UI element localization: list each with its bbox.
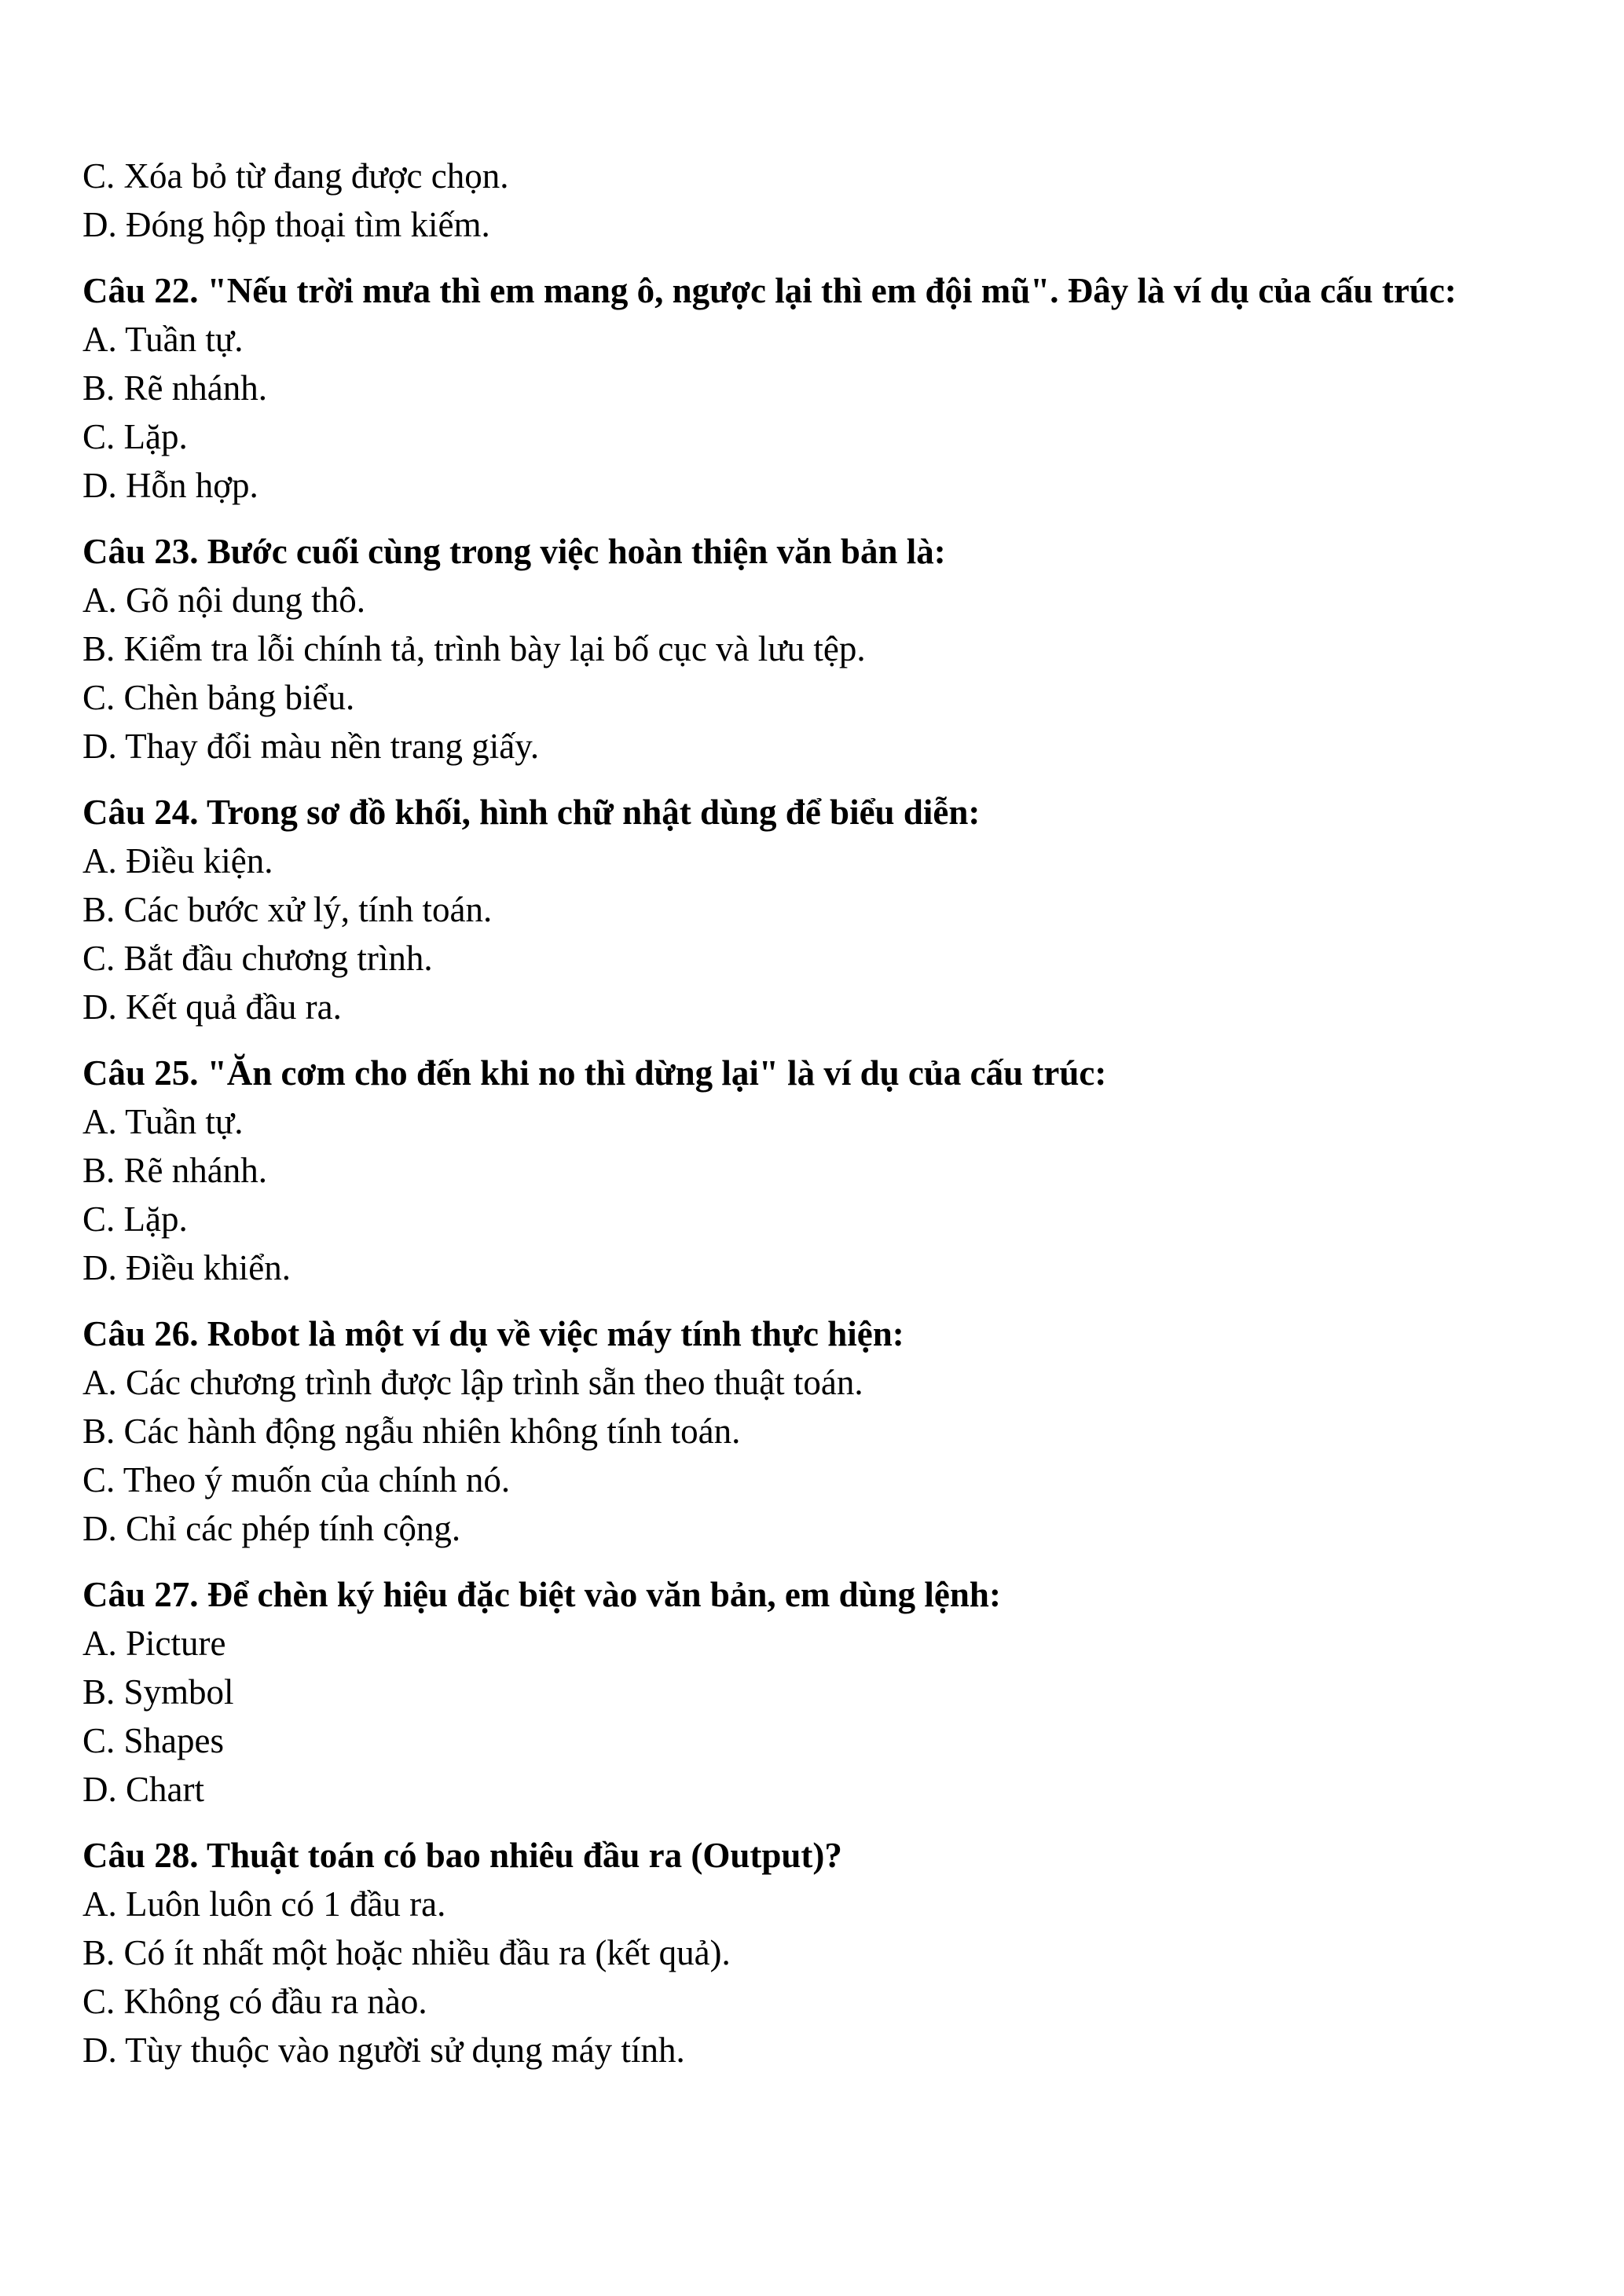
question-26-option-a: A. Các chương trình được lập trình sẵn theo thuật toán. xyxy=(82,1363,863,1402)
question-24-option-a: A. Điều kiện. xyxy=(82,841,273,881)
question-23-option-b: B. Kiểm tra lỗi chính tả, trình bày lại bố cục và lưu tệp. xyxy=(82,629,866,668)
question-24-title: Câu 24. Trong sơ đồ khối, hình chữ nhật dùng để biểu diễn: xyxy=(82,793,981,832)
question-25-option-d: D. Điều khiển. xyxy=(82,1248,291,1287)
question-24-option-c: C. Bắt đầu chương trình. xyxy=(82,939,433,978)
question-21-option-d: D. Đóng hộp thoại tìm kiếm. xyxy=(82,205,490,244)
question-22-option-d: D. Hỗn hợp. xyxy=(82,466,258,505)
question-28-option-c: C. Không có đầu ra nào. xyxy=(82,1982,427,2021)
question-23-option-d: D. Thay đổi màu nền trang giấy. xyxy=(82,727,540,766)
question-27 xyxy=(82,1570,1545,1814)
question-26-option-b: B. Các hành động ngẫu nhiên không tính toán. xyxy=(82,1412,741,1451)
question-27-option-c: C. Shapes xyxy=(82,1721,224,1760)
question-26-option-c: C. Theo ý muốn của chính nó. xyxy=(82,1460,511,1500)
question-22-option-b: B. Rẽ nhánh. xyxy=(82,368,267,408)
question-24 xyxy=(82,788,1545,1031)
question-28-option-b: B. Có ít nhất một hoặc nhiều đầu ra (kết quả). xyxy=(82,1933,731,1972)
question-24-option-b: B. Các bước xử lý, tính toán. xyxy=(82,890,493,929)
question-21-option-c: C. Xóa bỏ từ đang được chọn. xyxy=(82,156,509,196)
question-23-option-c: C. Chèn bảng biểu. xyxy=(82,678,355,717)
question-22 xyxy=(82,266,1545,510)
question-26-title: Câu 26. Robot là một ví dụ về việc máy tính thực hiện: xyxy=(82,1314,904,1353)
question-22-option-a: A. Tuần tự. xyxy=(82,320,244,359)
question-28-option-d: D. Tùy thuộc vào người sử dụng máy tính. xyxy=(82,2031,685,2070)
question-27-option-b: B. Symbol xyxy=(82,1672,234,1712)
question-27-title: Câu 27. Để chèn ký hiệu đặc biệt vào văn bản, em dùng lệnh: xyxy=(82,1575,1001,1614)
question-24-option-d: D. Kết quả đầu ra. xyxy=(82,987,342,1027)
question-25-title: Câu 25. "Ăn cơm cho đến khi no thì dừng lại" là ví dụ của cấu trúc: xyxy=(82,1053,1107,1093)
question-23 xyxy=(82,527,1545,771)
question-25-option-a: A. Tuần tự. xyxy=(82,1102,244,1141)
question-23-title: Câu 23. Bước cuối cùng trong việc hoàn thiện văn bản là: xyxy=(82,532,946,571)
question-26 xyxy=(82,1309,1545,1553)
question-25-option-c: C. Lặp. xyxy=(82,1199,188,1239)
question-22-option-c: C. Lặp. xyxy=(82,417,188,456)
question-25-option-b: B. Rẽ nhánh. xyxy=(82,1151,267,1190)
question-28 xyxy=(82,1831,1545,2074)
question-28-option-a: A. Luôn luôn có 1 đầu ra. xyxy=(82,1884,446,1924)
question-28-title: Câu 28. Thuật toán có bao nhiêu đầu ra (Output)? xyxy=(82,1836,842,1875)
question-26-option-d: D. Chỉ các phép tính cộng. xyxy=(82,1509,461,1548)
question-27-option-d: D. Chart xyxy=(82,1770,204,1809)
question-25 xyxy=(82,1049,1545,1292)
question-22-title: Câu 22. "Nếu trời mưa thì em mang ô, ngược lại thì em đội mũ". Đây là ví dụ của cấu trúc: xyxy=(82,271,1457,310)
question-23-option-a: A. Gõ nội dung thô. xyxy=(82,580,365,620)
question-27-option-a: A. Picture xyxy=(82,1624,226,1663)
